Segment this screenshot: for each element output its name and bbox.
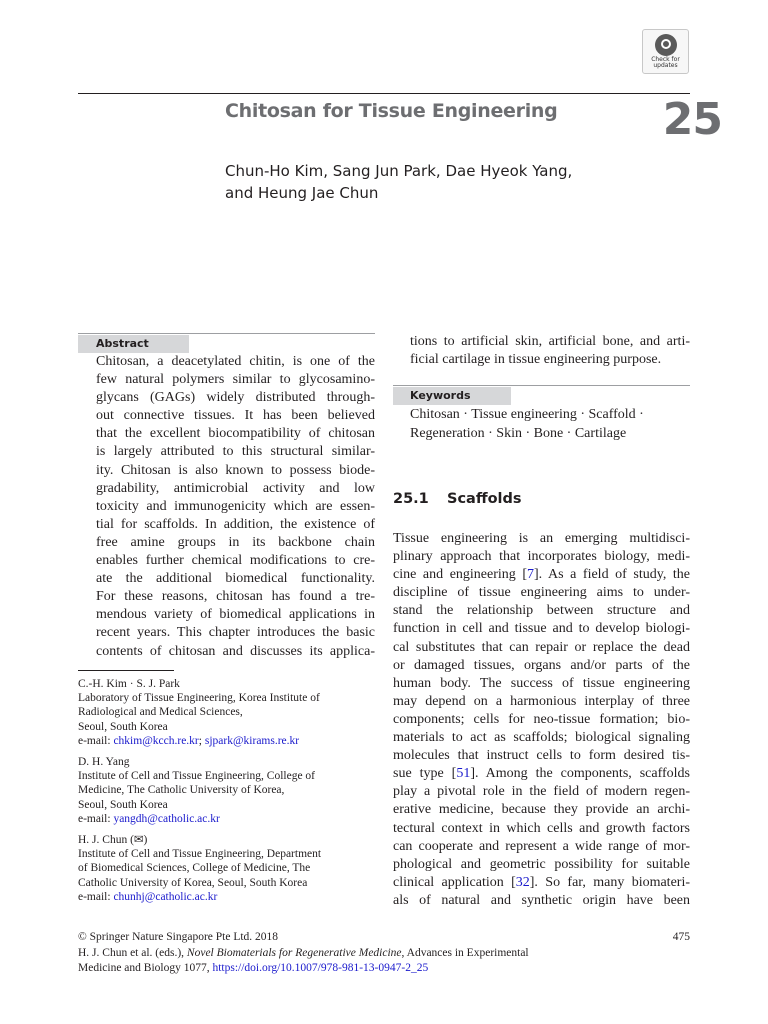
affiliation-chun [78,833,378,904]
section-line [393,765,690,783]
citation-link[interactable]: 7 [527,567,535,583]
abstract-line: ity. Chitosan is also known to possess biode- [96,462,375,478]
email-link-kim[interactable]: chkim@kcch.re.kr [113,734,199,747]
right-column [393,333,690,443]
affiliations [78,677,378,911]
citation-link[interactable]: 32 [515,874,530,890]
abstract-line: Chitosan, a deacetylated chitin, is one of the [96,354,375,369]
citation-editors: H. J. Chun et al. (eds.), [78,946,187,959]
section-line [393,566,690,584]
abstract-line: tial for scaffolds. In addition, the existence of [96,516,375,532]
text-fragment: cine and engineering [ [393,567,528,583]
abstract-line: out connective tissues. It has been believed [96,408,375,424]
section-line: tectural context in which cells and growth factors [393,820,690,836]
email-link-park[interactable]: sjpark@kirams.re.kr [204,734,300,747]
keywords-line: Regeneration · Skin · Bone · Cartilage [410,425,627,441]
section-body [393,530,690,910]
citation-link[interactable]: 51 [456,766,471,782]
abstract-text [78,353,375,661]
authors [225,160,645,204]
abstract-line: tions to artificial skin, artificial bone, and arti- [410,334,690,349]
affiliation-line: Medicine, The Catholic University of Korea, [78,784,285,797]
chapter-number: 25 [662,94,722,145]
section-title: Scaffolds [447,491,522,507]
section-line: human body. The success of tissue engineering [393,675,690,691]
abstract-line: For these reasons, chitosan has found a tre- [96,589,375,605]
abstract-continuation [393,333,690,369]
affiliation-line: Seoul, South Korea [78,720,168,733]
badge-line2: updates [653,62,678,69]
affiliation-email-row [78,812,378,826]
abstract-line: ficial cartilage in tissue engineering purpose. [410,352,662,368]
keywords-box [393,385,690,443]
affiliation-line: of Biomedical Sciences, College of Medicine, The [78,862,311,875]
section-line: discipline of tissue engineering aims to under- [393,585,690,601]
section-heading [393,491,522,507]
email-label: e-mail: [78,890,114,903]
affiliation-line: Institute of Cell and Tissue Engineering, Department [78,848,322,861]
chapter-title: Chitosan for Tissue Engineering [225,100,558,122]
section-line: materials to act as scaffolds; biological signaling [393,730,690,746]
footer-row-3 [78,961,690,977]
text-fragment: ]. So far, many biomateri- [529,874,691,890]
doi-link[interactable]: https://doi.org/10.1007/978-981-13-0947-2_25 [212,962,429,974]
crossmark-icon [655,34,677,56]
footer [78,930,690,977]
section-line: play a pivotal role in the field of modern regen- [393,784,690,800]
page-number: 475 [672,931,690,943]
abstract-label: Abstract [78,335,189,353]
affiliation-line: Laboratory of Tissue Engineering, Korea Institute of [78,692,320,705]
section-line: cal substitutes that can repair or replace the dead [393,639,690,655]
affiliation-email-row [78,734,378,748]
section-line: als of natural and synthetic origin have been [393,892,690,908]
badge-line1: Check for [651,56,680,63]
abstract-line: gradability, antimicrobial activity and low [96,480,375,496]
section-line: phological and geometric possibility for suitable [393,856,690,872]
section-line: may depend on a harmonious interplay of three [393,693,690,709]
abstract-line: recent years. This chapter introduces the basic [96,625,375,641]
section-number: 25.1 [393,491,429,507]
abstract-line: mendous variety of biomedical applications in [96,607,375,623]
affiliation-names: D. H. Yang [78,756,130,769]
email-label: e-mail: [78,812,114,825]
abstract-line: toxicity and immunogenicity which are essen- [96,498,375,514]
footer-row-1 [78,930,690,946]
affiliation-email-row [78,890,378,904]
abstract-line: few natural polymers similar to glycosamino- [96,372,375,388]
abstract-line: glycans (GAGs) widely distributed through- [96,390,375,406]
series-name: , Advances in Experimental [401,946,529,959]
keywords-rule [393,385,690,386]
email-link-yang[interactable]: yangdh@catholic.ac.kr [113,812,220,825]
section-line [393,874,690,892]
section-line: function in cell and tissue and to develop biologi- [393,621,690,637]
abstract-line: ate the additional biomedical functionality. [96,571,375,587]
section-line: plinary approach that incorporates biology, medi- [393,549,690,565]
section-line: stand the relationship between structure and [393,603,690,619]
top-rule [78,93,690,94]
section-line: erative medicine, because they provide an archi- [393,802,690,818]
copyright: © Springer Nature Singapore Pte Ltd. 2018 [78,931,279,943]
affiliation-yang [78,755,378,826]
abstract-line: enables further chemical modifications to cre- [96,553,375,569]
affiliation-line: Catholic University of Korea, Seoul, South Korea [78,876,308,889]
affiliation-names: H. J. Chun (✉) [78,834,148,847]
series-volume: Medicine and Biology 1077, [78,962,213,974]
affiliation-line: Radiological and Medical Sciences, [78,706,243,719]
section-line: components; cells for neo-tissue formation; bio- [393,711,690,727]
authors-line1: Chun-Ho Kim, Sang Jun Park, Dae Hyeok Yang, [225,162,573,180]
text-fragment: clinical application [ [393,874,516,890]
email-link-chun[interactable]: chunhj@catholic.ac.kr [113,890,218,903]
text-fragment: ]. Among the components, scaffolds [470,766,690,782]
affiliation-line: Institute of Cell and Tissue Engineering, College of [78,770,316,783]
keywords-label: Keywords [393,387,511,405]
section-line: molecules that instruct cells to form desired tis- [393,748,690,764]
abstract-rule [78,333,375,334]
affiliation-rule [78,670,174,671]
abstract-line: contents of chitosan and discusses its applica- [96,643,375,659]
authors-line2: and Heung Jae Chun [225,184,379,202]
text-fragment: ]. As a field of study, the [534,567,690,583]
email-separator: ; [198,734,205,747]
check-for-updates-badge[interactable] [642,29,689,74]
section-line: or damaged tissues, organs and/or parts of the [393,657,690,673]
section-line: Tissue engineering is an emerging multidisci- [393,531,690,546]
affiliation-line: Seoul, South Korea [78,798,168,811]
keywords-text [393,406,690,443]
book-title: Novel Biomaterials for Regenerative Medicine [186,946,402,959]
abstract-line: that the excellent biocompatibility of chitosan [96,426,375,442]
affiliation-names: C.-H. Kim · S. J. Park [78,678,180,690]
footer-row-2 [78,946,690,962]
abstract-box [78,333,375,661]
affiliation-kim-park [78,677,378,748]
keywords-line: Chitosan · Tissue engineering · Scaffold · [410,407,644,423]
section-line: can cooperate and represent a wide range of mor- [393,838,690,854]
abstract-line: is largely attributed to this structural similar- [96,444,375,460]
text-fragment: sue type [ [393,766,457,782]
abstract-line: free amine groups in its backbone chain [96,534,375,550]
email-label: e-mail: [78,734,114,747]
